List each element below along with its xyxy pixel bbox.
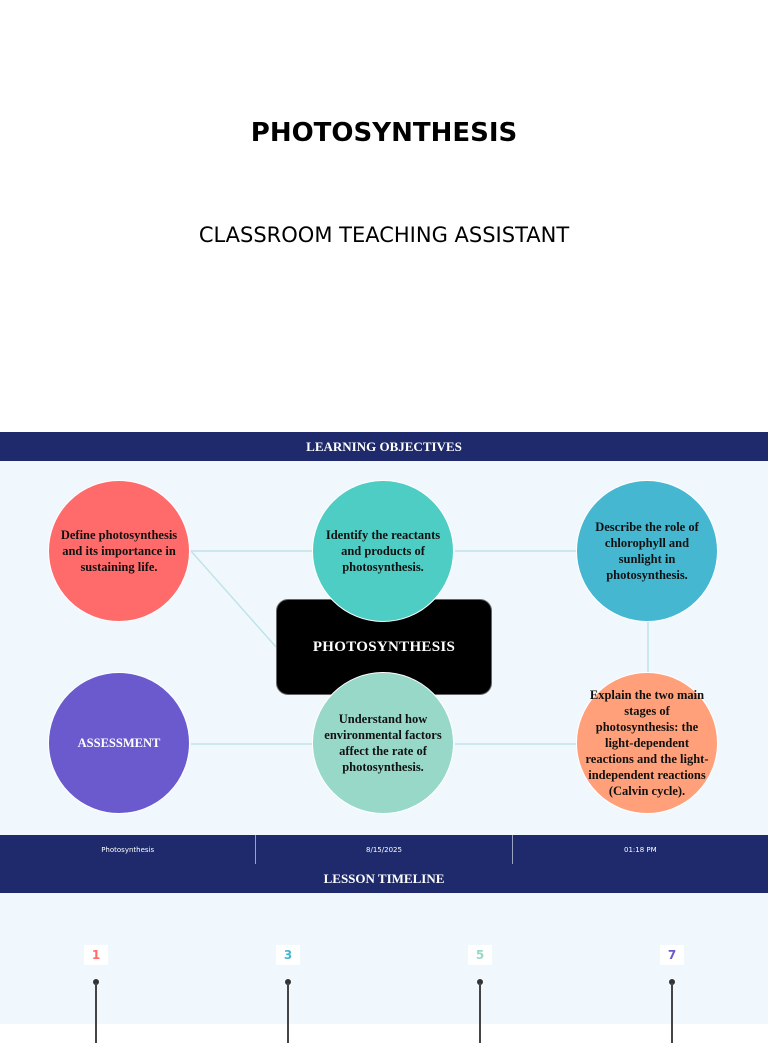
objective-text-reactants: Identify the reactants and products of photosynthesis. bbox=[325, 528, 441, 574]
footer-date: 8/15/2025 bbox=[255, 835, 511, 864]
timeline-stem bbox=[287, 983, 289, 1043]
page-subtitle: CLASSROOM TEACHING ASSISTANT bbox=[198, 223, 570, 247]
timeline-stem bbox=[95, 983, 97, 1043]
objective-text-environment: Understand how environmental factors affect the rate of photosynthesis. bbox=[324, 712, 442, 774]
slide-footer bbox=[0, 835, 768, 864]
page-title: PHOTOSYNTHESIS bbox=[250, 118, 518, 148]
objective-node-reactants bbox=[312, 480, 454, 622]
objective-node-define bbox=[48, 480, 190, 622]
footer-time: 01:18 PM bbox=[512, 835, 768, 864]
objective-text-stages: Explain the two main stages of photosynthesis: the light-dependent reactions and the light-independent reactions (Calvin cycle). bbox=[585, 688, 709, 798]
objectives-diagram bbox=[0, 461, 768, 835]
timeline-step bbox=[84, 945, 108, 965]
footer-title: Photosynthesis bbox=[101, 845, 155, 854]
timeline-stem bbox=[479, 983, 481, 1043]
timeline-step bbox=[276, 945, 300, 965]
objective-node-chlorophyll bbox=[576, 480, 718, 622]
timeline-step-number: 3 bbox=[276, 945, 300, 965]
objective-node-environment bbox=[312, 672, 454, 814]
objectives-header: LEARNING OBJECTIVES bbox=[0, 432, 768, 461]
timeline-header: LESSON TIMELINE bbox=[0, 864, 768, 893]
timeline-step-number: 5 bbox=[468, 945, 492, 965]
assessment-node bbox=[48, 672, 190, 814]
connector-objective-1-to-center bbox=[191, 551, 276, 647]
timeline-stem bbox=[671, 983, 673, 1043]
objective-text-define: Define photosynthesis and its importance in sustaining life. bbox=[60, 528, 178, 574]
timeline-step bbox=[468, 945, 492, 965]
timeline-step-number: 1 bbox=[84, 945, 108, 965]
central-topic-box: PHOTOSYNTHESIS bbox=[276, 599, 492, 695]
timeline-step-number: 7 bbox=[660, 945, 684, 965]
timeline-step bbox=[660, 945, 684, 965]
objective-node-stages bbox=[576, 672, 718, 814]
lesson-timeline bbox=[0, 893, 768, 1024]
title-slide bbox=[0, 0, 768, 432]
objective-text-chlorophyll: Describe the role of chlorophyll and sunlight in photosynthesis. bbox=[595, 520, 699, 582]
assessment-label: ASSESSMENT bbox=[77, 736, 161, 750]
